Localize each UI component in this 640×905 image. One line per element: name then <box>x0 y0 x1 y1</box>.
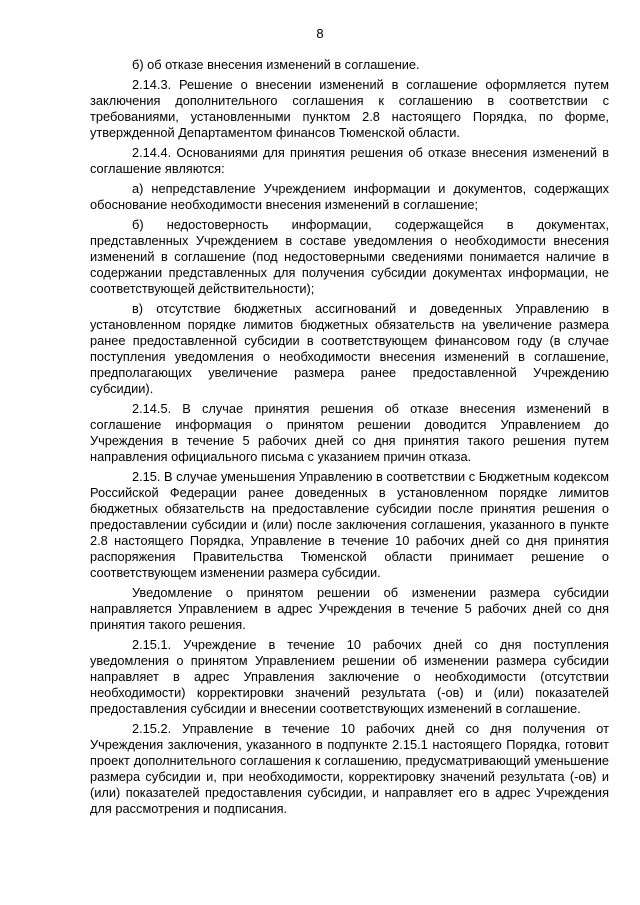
paragraph-2-14-4: 2.14.4. Основаниями для принятия решения об отказе внесения изменений в соглашение являются: <box>90 145 609 176</box>
paragraph-2-15-1: 2.15.1. Учреждение в течение 10 рабочих дней со дня поступления уведомления о принятом Управлением решении об изменении размера субсидии направляет в адрес Управления заключение о необходимости (отсутствии необходимости) корректировки значений результата (-ов) и (или) показателей предоставления субсидии и внесении соответствующих изменений в соглашение. <box>90 637 609 716</box>
paragraph-ground-b: б) недостоверность информации, содержащейся в документах, представленных Учреждением в составе уведомления о необходимости внесения изменений в соглашение (под недостоверными сведениями понимается наличие в содержании представленных для получения субсидии документах информации, не соответствующей действительности); <box>90 217 609 296</box>
paragraph-2-14-5: 2.14.5. В случае принятия решения об отказе внесения изменений в соглашение информация о принятом решении доводится Управлением до Учреждения в течение 5 рабочих дней со дня принятия такого решения путем направления официального письма с указанием причин отказа. <box>90 401 609 464</box>
paragraph-2-15: 2.15. В случае уменьшения Управлению в соответствии с Бюджетным кодексом Российской Федерации ранее доведенных в установленном порядке лимитов бюджетных обязательств на предоставление субсидии после принятия решения о предоставлении субсидии и (или) после заключения соглашения, указанного в пункте 2.8 настоящего Порядка, Управление в течение 10 рабочих дней со дня принятия распоряжения Правительства Тюменской области принимает решение о соответствующем изменении размера субсидии. <box>90 469 609 580</box>
page-number: 8 <box>316 26 324 41</box>
paragraph-refusal-item-b: б) об отказе внесения изменений в соглашение. <box>132 57 420 72</box>
paragraph-2-14-3: 2.14.3. Решение о внесении изменений в соглашение оформляется путем заключения дополнительного соглашения к соглашению в соответствии с требованиями, установленными пунктом 2.8 настоящего Порядка, по форме, утвержденной Департаментом финансов Тюменской области. <box>90 77 609 140</box>
paragraph-2-15-2: 2.15.2. Управление в течение 10 рабочих дней со дня получения от Учреждения заключения, указанного в подпункте 2.15.1 настоящего Порядка, готовит проект дополнительного соглашения к соглашению, предусматривающий уменьшение размера субсидии и, при необходимости, корректировку значений результата (-ов) и (или) показателей предоставления субсидии, и направляет его в адрес Учреждения для рассмотрения и подписания. <box>90 721 609 816</box>
paragraph-notification: Уведомление о принятом решении об изменении размера субсидии направляется Управлением в адрес Учреждения в течение 5 рабочих дней со дня принятия такого решения. <box>90 585 609 632</box>
document-body <box>90 57 609 821</box>
paragraph-ground-c: в) отсутствие бюджетных ассигнований и доведенных Управлению в установленном порядке лимитов бюджетных обязательств на увеличение размера ранее предоставленной субсидии в соответствующем финансовом году (в случае поступления уведомления о необходимости внесения изменений в соглашение, предполагающих увеличение размера ранее предоставленной Учреждению субсидии). <box>90 301 609 396</box>
paragraph-ground-a: а) непредставление Учреждением информации и документов, содержащих обоснование необходимости внесения изменений в соглашение; <box>90 181 609 212</box>
